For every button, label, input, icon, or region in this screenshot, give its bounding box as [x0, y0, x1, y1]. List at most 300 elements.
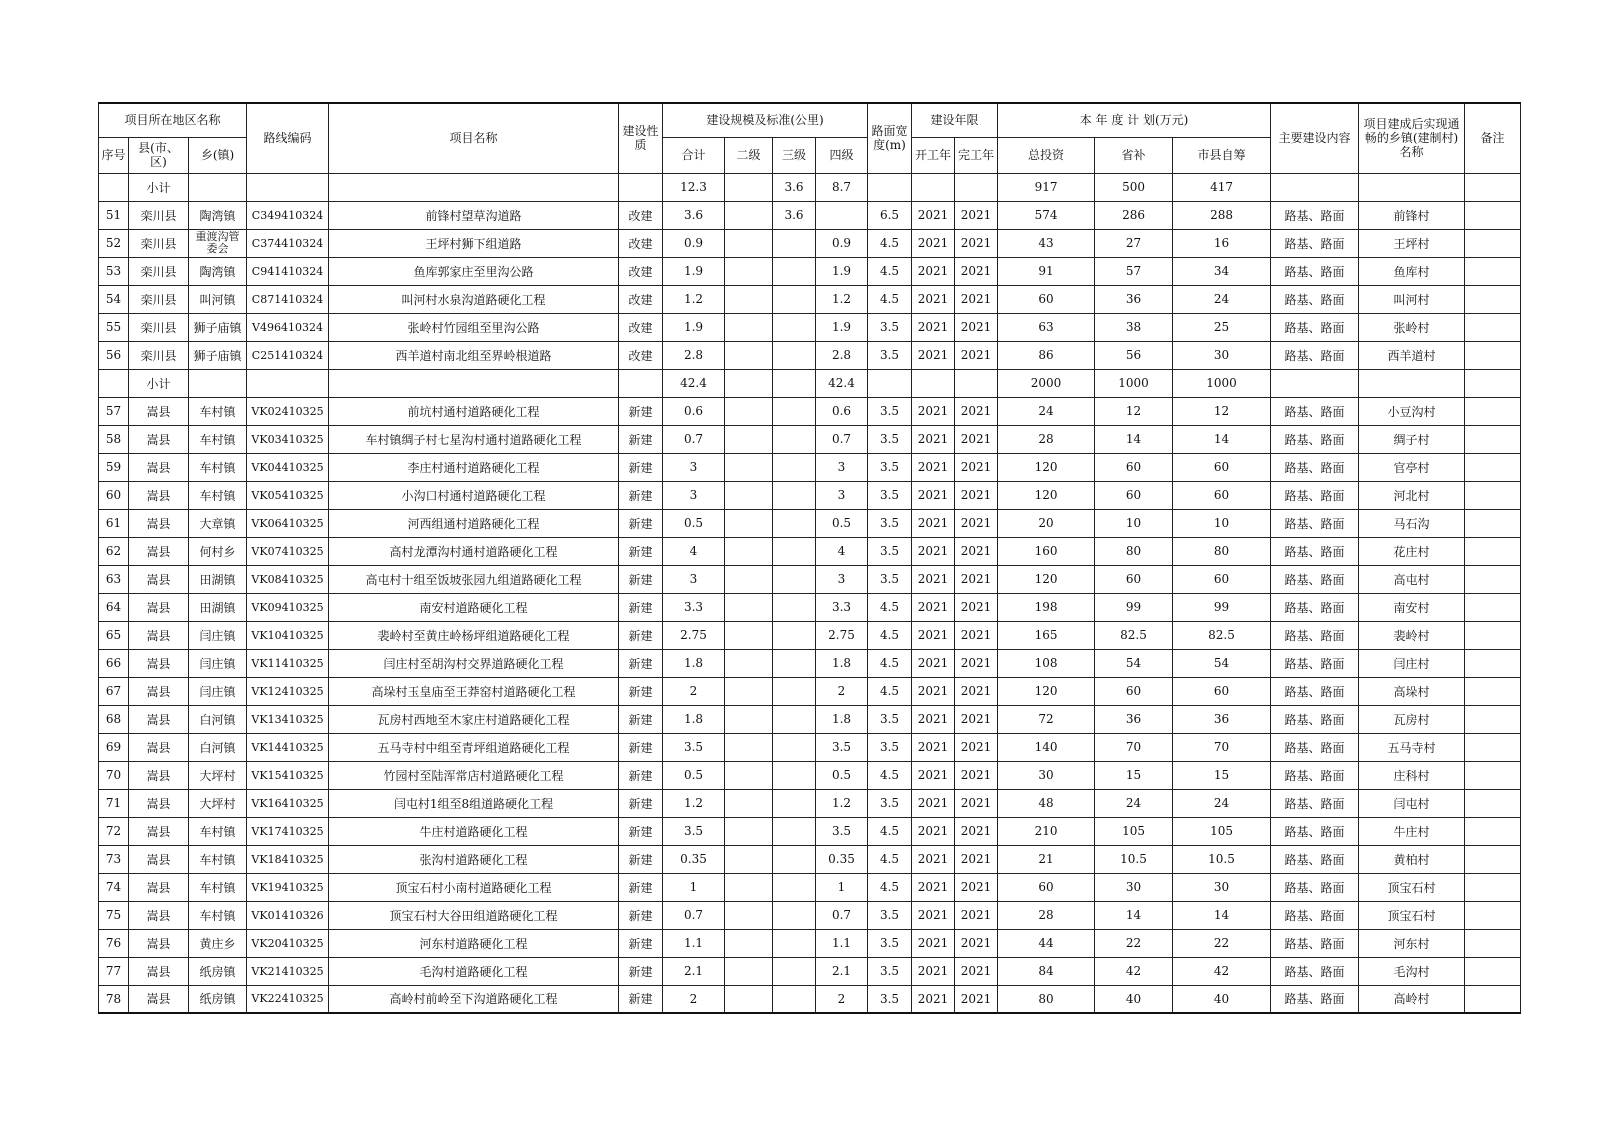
cell-content: 路基、路面 — [1271, 313, 1359, 341]
cell-seq: 55 — [99, 313, 129, 341]
cell-content — [1271, 173, 1359, 201]
cell-project-name: 河西组通村道路硬化工程 — [329, 509, 619, 537]
cell-content: 路基、路面 — [1271, 425, 1359, 453]
cell-end-year — [955, 369, 998, 397]
cell-village: 绸子村 — [1359, 425, 1465, 453]
cell-total: 12.3 — [663, 173, 725, 201]
cell-grade4: 0.9 — [816, 229, 868, 257]
cell-village: 小豆沟村 — [1359, 397, 1465, 425]
cell-grade2 — [725, 649, 773, 677]
cell-start-year: 2021 — [912, 677, 955, 705]
cell-seq — [99, 369, 129, 397]
cell-end-year: 2021 — [955, 425, 998, 453]
cell-village: 顶宝石村 — [1359, 873, 1465, 901]
cell-grade3 — [773, 257, 816, 285]
cell-nature: 新建 — [619, 593, 663, 621]
cell-start-year: 2021 — [912, 789, 955, 817]
table-row — [99, 845, 1521, 873]
table-row — [99, 201, 1521, 229]
cell-grade3 — [773, 453, 816, 481]
cell-grade4: 3.5 — [816, 733, 868, 761]
cell-project-name: 王坪村狮下组道路 — [329, 229, 619, 257]
cell-town: 黄庄乡 — [189, 929, 247, 957]
cell-nature: 新建 — [619, 845, 663, 873]
cell-provincial: 500 — [1095, 173, 1173, 201]
cell-project-name: 河东村道路硬化工程 — [329, 929, 619, 957]
cell-width: 4.5 — [868, 649, 912, 677]
cell-route-code: VK09410325 — [247, 593, 329, 621]
cell-county: 嵩县 — [129, 789, 189, 817]
cell-grade2 — [725, 425, 773, 453]
cell-invest: 120 — [998, 481, 1095, 509]
cell-town: 车村镇 — [189, 901, 247, 929]
cell-content: 路基、路面 — [1271, 677, 1359, 705]
cell-local: 1000 — [1173, 369, 1271, 397]
cell-grade4: 2.1 — [816, 957, 868, 985]
cell-grade4: 1.9 — [816, 257, 868, 285]
cell-route-code: V496410324 — [247, 313, 329, 341]
cell-local: 22 — [1173, 929, 1271, 957]
cell-grade4: 1.8 — [816, 705, 868, 733]
cell-grade3 — [773, 285, 816, 313]
cell-village: 牛庄村 — [1359, 817, 1465, 845]
header-years: 建设年限 — [912, 103, 998, 137]
cell-local: 15 — [1173, 761, 1271, 789]
cell-nature: 新建 — [619, 817, 663, 845]
cell-end-year: 2021 — [955, 929, 998, 957]
cell-route-code: VK20410325 — [247, 929, 329, 957]
cell-local: 42 — [1173, 957, 1271, 985]
header-content: 主要建设内容 — [1271, 103, 1359, 173]
cell-county: 嵩县 — [129, 761, 189, 789]
table-row — [99, 397, 1521, 425]
cell-total: 4 — [663, 537, 725, 565]
cell-invest: 198 — [998, 593, 1095, 621]
cell-end-year: 2021 — [955, 481, 998, 509]
cell-county: 嵩县 — [129, 649, 189, 677]
cell-total: 3.6 — [663, 201, 725, 229]
cell-start-year: 2021 — [912, 873, 955, 901]
cell-remark — [1465, 733, 1521, 761]
cell-route-code: VK07410325 — [247, 537, 329, 565]
cell-village — [1359, 173, 1465, 201]
cell-width — [868, 369, 912, 397]
cell-route-code: VK02410325 — [247, 397, 329, 425]
cell-provincial: 15 — [1095, 761, 1173, 789]
cell-content: 路基、路面 — [1271, 817, 1359, 845]
cell-total: 1.2 — [663, 285, 725, 313]
cell-invest: 80 — [998, 985, 1095, 1013]
cell-seq: 67 — [99, 677, 129, 705]
cell-village: 鱼库村 — [1359, 257, 1465, 285]
cell-width: 6.5 — [868, 201, 912, 229]
cell-start-year: 2021 — [912, 817, 955, 845]
cell-invest: 28 — [998, 425, 1095, 453]
cell-grade3 — [773, 929, 816, 957]
cell-end-year: 2021 — [955, 285, 998, 313]
cell-grade2 — [725, 817, 773, 845]
cell-grade2 — [725, 593, 773, 621]
cell-grade3 — [773, 789, 816, 817]
cell-county: 栾川县 — [129, 201, 189, 229]
cell-end-year: 2021 — [955, 677, 998, 705]
table-row — [99, 761, 1521, 789]
cell-local: 99 — [1173, 593, 1271, 621]
cell-village: 官亭村 — [1359, 453, 1465, 481]
cell-invest: 165 — [998, 621, 1095, 649]
subtotal-row — [99, 369, 1521, 397]
cell-nature: 改建 — [619, 285, 663, 313]
cell-seq: 57 — [99, 397, 129, 425]
cell-county: 栾川县 — [129, 313, 189, 341]
table-row — [99, 985, 1521, 1013]
cell-village: 黄柏村 — [1359, 845, 1465, 873]
cell-invest: 2000 — [998, 369, 1095, 397]
cell-end-year: 2021 — [955, 901, 998, 929]
cell-end-year — [955, 173, 998, 201]
cell-total: 0.6 — [663, 397, 725, 425]
cell-end-year: 2021 — [955, 733, 998, 761]
cell-seq: 63 — [99, 565, 129, 593]
header-route-code: 路线编码 — [247, 103, 329, 173]
cell-nature: 新建 — [619, 565, 663, 593]
cell-grade3 — [773, 649, 816, 677]
cell-village: 闫屯村 — [1359, 789, 1465, 817]
cell-grade3 — [773, 341, 816, 369]
cell-content: 路基、路面 — [1271, 229, 1359, 257]
cell-width — [868, 173, 912, 201]
cell-start-year: 2021 — [912, 957, 955, 985]
cell-town — [189, 173, 247, 201]
cell-grade2 — [725, 873, 773, 901]
cell-width: 3.5 — [868, 397, 912, 425]
table-row — [99, 565, 1521, 593]
cell-county: 嵩县 — [129, 901, 189, 929]
cell-invest: 84 — [998, 957, 1095, 985]
cell-remark — [1465, 201, 1521, 229]
cell-local: 30 — [1173, 341, 1271, 369]
cell-grade4: 3 — [816, 481, 868, 509]
table-row — [99, 285, 1521, 313]
cell-grade4: 0.7 — [816, 425, 868, 453]
cell-provincial: 38 — [1095, 313, 1173, 341]
cell-project-name: 张岭村竹园组至里沟公路 — [329, 313, 619, 341]
cell-start-year: 2021 — [912, 733, 955, 761]
cell-seq: 73 — [99, 845, 129, 873]
cell-grade2 — [725, 705, 773, 733]
cell-grade3 — [773, 677, 816, 705]
cell-village: 闫庄村 — [1359, 649, 1465, 677]
cell-project-name: 张沟村道路硬化工程 — [329, 845, 619, 873]
cell-nature: 新建 — [619, 985, 663, 1013]
header-start-year: 开工年 — [912, 137, 955, 173]
cell-width: 3.5 — [868, 929, 912, 957]
cell-invest: 44 — [998, 929, 1095, 957]
subtotal-row — [99, 173, 1521, 201]
cell-grade4: 1.2 — [816, 285, 868, 313]
cell-county: 嵩县 — [129, 985, 189, 1013]
cell-seq: 69 — [99, 733, 129, 761]
cell-content: 路基、路面 — [1271, 341, 1359, 369]
cell-provincial: 70 — [1095, 733, 1173, 761]
cell-seq: 71 — [99, 789, 129, 817]
cell-village: 高垛村 — [1359, 677, 1465, 705]
cell-total: 3 — [663, 565, 725, 593]
cell-provincial: 56 — [1095, 341, 1173, 369]
cell-seq: 56 — [99, 341, 129, 369]
cell-start-year: 2021 — [912, 509, 955, 537]
cell-end-year: 2021 — [955, 845, 998, 873]
cell-grade4: 1.8 — [816, 649, 868, 677]
cell-width: 3.5 — [868, 313, 912, 341]
cell-town: 叫河镇 — [189, 285, 247, 313]
cell-route-code — [247, 173, 329, 201]
cell-grade3: 3.6 — [773, 173, 816, 201]
cell-county: 嵩县 — [129, 537, 189, 565]
cell-project-name: 高村龙潭沟村通村道路硬化工程 — [329, 537, 619, 565]
cell-invest: 48 — [998, 789, 1095, 817]
cell-grade3 — [773, 705, 816, 733]
cell-grade4: 1.1 — [816, 929, 868, 957]
cell-route-code: C941410324 — [247, 257, 329, 285]
cell-local: 60 — [1173, 453, 1271, 481]
cell-county: 小计 — [129, 173, 189, 201]
cell-remark — [1465, 593, 1521, 621]
cell-grade2 — [725, 397, 773, 425]
cell-width: 3.5 — [868, 565, 912, 593]
table-row — [99, 957, 1521, 985]
cell-provincial: 54 — [1095, 649, 1173, 677]
cell-width: 4.5 — [868, 257, 912, 285]
cell-end-year: 2021 — [955, 201, 998, 229]
cell-nature: 新建 — [619, 705, 663, 733]
cell-content: 路基、路面 — [1271, 761, 1359, 789]
cell-provincial: 57 — [1095, 257, 1173, 285]
cell-local: 24 — [1173, 789, 1271, 817]
cell-grade2 — [725, 677, 773, 705]
cell-local: 10.5 — [1173, 845, 1271, 873]
cell-width: 3.5 — [868, 985, 912, 1013]
cell-end-year: 2021 — [955, 593, 998, 621]
table-body — [99, 173, 1521, 1013]
cell-invest: 60 — [998, 285, 1095, 313]
cell-village: 花庄村 — [1359, 537, 1465, 565]
cell-seq: 51 — [99, 201, 129, 229]
cell-nature: 新建 — [619, 733, 663, 761]
cell-remark — [1465, 313, 1521, 341]
cell-project-name: 竹园村至陆浑常店村道路硬化工程 — [329, 761, 619, 789]
cell-start-year — [912, 173, 955, 201]
cell-end-year: 2021 — [955, 705, 998, 733]
header-grade3: 三级 — [773, 137, 816, 173]
cell-seq: 70 — [99, 761, 129, 789]
cell-provincial: 286 — [1095, 201, 1173, 229]
cell-start-year: 2021 — [912, 257, 955, 285]
cell-start-year: 2021 — [912, 285, 955, 313]
cell-project-name: 高屯村十组至饭坡张园九组道路硬化工程 — [329, 565, 619, 593]
cell-invest: 108 — [998, 649, 1095, 677]
cell-nature: 新建 — [619, 481, 663, 509]
cell-content: 路基、路面 — [1271, 565, 1359, 593]
cell-start-year: 2021 — [912, 425, 955, 453]
cell-width: 4.5 — [868, 761, 912, 789]
cell-grade3 — [773, 733, 816, 761]
cell-total: 0.7 — [663, 425, 725, 453]
cell-village: 张岭村 — [1359, 313, 1465, 341]
cell-nature: 新建 — [619, 789, 663, 817]
cell-route-code: VK19410325 — [247, 873, 329, 901]
cell-nature: 新建 — [619, 929, 663, 957]
cell-seq: 64 — [99, 593, 129, 621]
table-row — [99, 677, 1521, 705]
cell-remark — [1465, 761, 1521, 789]
cell-grade4: 0.7 — [816, 901, 868, 929]
cell-grade2 — [725, 173, 773, 201]
cell-local: 60 — [1173, 481, 1271, 509]
cell-provincial: 1000 — [1095, 369, 1173, 397]
cell-total: 3.5 — [663, 817, 725, 845]
cell-village: 裴岭村 — [1359, 621, 1465, 649]
cell-route-code: VK01410326 — [247, 901, 329, 929]
cell-project-name: 李庄村通村道路硬化工程 — [329, 453, 619, 481]
cell-total: 2 — [663, 677, 725, 705]
cell-end-year: 2021 — [955, 985, 998, 1013]
cell-remark — [1465, 817, 1521, 845]
cell-grade4: 1 — [816, 873, 868, 901]
cell-content: 路基、路面 — [1271, 285, 1359, 313]
table-row — [99, 901, 1521, 929]
cell-local: 24 — [1173, 285, 1271, 313]
cell-county: 嵩县 — [129, 677, 189, 705]
cell-invest: 120 — [998, 453, 1095, 481]
cell-local: 60 — [1173, 565, 1271, 593]
header-plan: 本 年 度 计 划(万元) — [998, 103, 1271, 137]
cell-width: 4.5 — [868, 873, 912, 901]
cell-town: 陶湾镇 — [189, 257, 247, 285]
cell-route-code: VK18410325 — [247, 845, 329, 873]
cell-invest: 120 — [998, 565, 1095, 593]
cell-grade2 — [725, 341, 773, 369]
cell-route-code: VK05410325 — [247, 481, 329, 509]
cell-project-name: 西羊道村南北组至界岭根道路 — [329, 341, 619, 369]
cell-nature: 新建 — [619, 453, 663, 481]
cell-seq — [99, 173, 129, 201]
header-local: 市县自筹 — [1173, 137, 1271, 173]
cell-end-year: 2021 — [955, 257, 998, 285]
cell-provincial: 36 — [1095, 285, 1173, 313]
table-row — [99, 593, 1521, 621]
cell-invest: 574 — [998, 201, 1095, 229]
cell-county: 嵩县 — [129, 565, 189, 593]
cell-end-year: 2021 — [955, 565, 998, 593]
header-scale: 建设规模及标准(公里) — [663, 103, 868, 137]
cell-town: 纸房镇 — [189, 985, 247, 1013]
cell-nature — [619, 369, 663, 397]
cell-route-code: C349410324 — [247, 201, 329, 229]
cell-seq: 77 — [99, 957, 129, 985]
cell-nature: 新建 — [619, 901, 663, 929]
cell-start-year: 2021 — [912, 313, 955, 341]
cell-project-name: 五马寺村中组至青坪组道路硬化工程 — [329, 733, 619, 761]
cell-total: 3 — [663, 481, 725, 509]
cell-town: 大章镇 — [189, 509, 247, 537]
cell-town: 纸房镇 — [189, 957, 247, 985]
header-seq: 序号 — [99, 137, 129, 173]
cell-remark — [1465, 369, 1521, 397]
cell-end-year: 2021 — [955, 649, 998, 677]
cell-nature: 改建 — [619, 341, 663, 369]
cell-start-year: 2021 — [912, 705, 955, 733]
cell-start-year: 2021 — [912, 985, 955, 1013]
cell-route-code: VK11410325 — [247, 649, 329, 677]
cell-route-code: VK17410325 — [247, 817, 329, 845]
cell-content: 路基、路面 — [1271, 901, 1359, 929]
cell-total: 2 — [663, 985, 725, 1013]
cell-total: 0.9 — [663, 229, 725, 257]
cell-grade3 — [773, 957, 816, 985]
cell-local: 288 — [1173, 201, 1271, 229]
cell-nature: 新建 — [619, 509, 663, 537]
cell-end-year: 2021 — [955, 537, 998, 565]
cell-grade3 — [773, 481, 816, 509]
cell-project-name: 鱼库郭家庄至里沟公路 — [329, 257, 619, 285]
table-row — [99, 481, 1521, 509]
cell-invest: 86 — [998, 341, 1095, 369]
cell-end-year: 2021 — [955, 957, 998, 985]
cell-grade2 — [725, 285, 773, 313]
cell-village: 五马寺村 — [1359, 733, 1465, 761]
cell-route-code: VK04410325 — [247, 453, 329, 481]
cell-project-name: 前坑村通村道路硬化工程 — [329, 397, 619, 425]
cell-start-year — [912, 369, 955, 397]
header-town: 乡(镇) — [189, 137, 247, 173]
cell-grade4: 0.6 — [816, 397, 868, 425]
cell-provincial: 60 — [1095, 481, 1173, 509]
cell-invest: 30 — [998, 761, 1095, 789]
cell-grade3 — [773, 565, 816, 593]
cell-town: 车村镇 — [189, 481, 247, 509]
cell-county: 栾川县 — [129, 257, 189, 285]
cell-grade2 — [725, 201, 773, 229]
table-row — [99, 817, 1521, 845]
table-row — [99, 649, 1521, 677]
cell-total: 1.8 — [663, 649, 725, 677]
cell-county: 嵩县 — [129, 593, 189, 621]
cell-village: 南安村 — [1359, 593, 1465, 621]
cell-local: 40 — [1173, 985, 1271, 1013]
cell-width: 3.5 — [868, 733, 912, 761]
cell-remark — [1465, 845, 1521, 873]
cell-provincial: 27 — [1095, 229, 1173, 257]
cell-start-year: 2021 — [912, 565, 955, 593]
cell-start-year: 2021 — [912, 929, 955, 957]
cell-seq: 54 — [99, 285, 129, 313]
cell-county: 栾川县 — [129, 285, 189, 313]
cell-local: 60 — [1173, 677, 1271, 705]
cell-town: 闫庄镇 — [189, 621, 247, 649]
cell-grade4: 2 — [816, 985, 868, 1013]
cell-start-year: 2021 — [912, 201, 955, 229]
cell-invest: 120 — [998, 677, 1095, 705]
cell-provincial: 80 — [1095, 537, 1173, 565]
cell-project-name: 顶宝石村大谷田组道路硬化工程 — [329, 901, 619, 929]
cell-provincial: 10 — [1095, 509, 1173, 537]
cell-start-year: 2021 — [912, 453, 955, 481]
cell-grade4: 0.5 — [816, 509, 868, 537]
cell-seq: 60 — [99, 481, 129, 509]
cell-content: 路基、路面 — [1271, 873, 1359, 901]
cell-width: 4.5 — [868, 285, 912, 313]
